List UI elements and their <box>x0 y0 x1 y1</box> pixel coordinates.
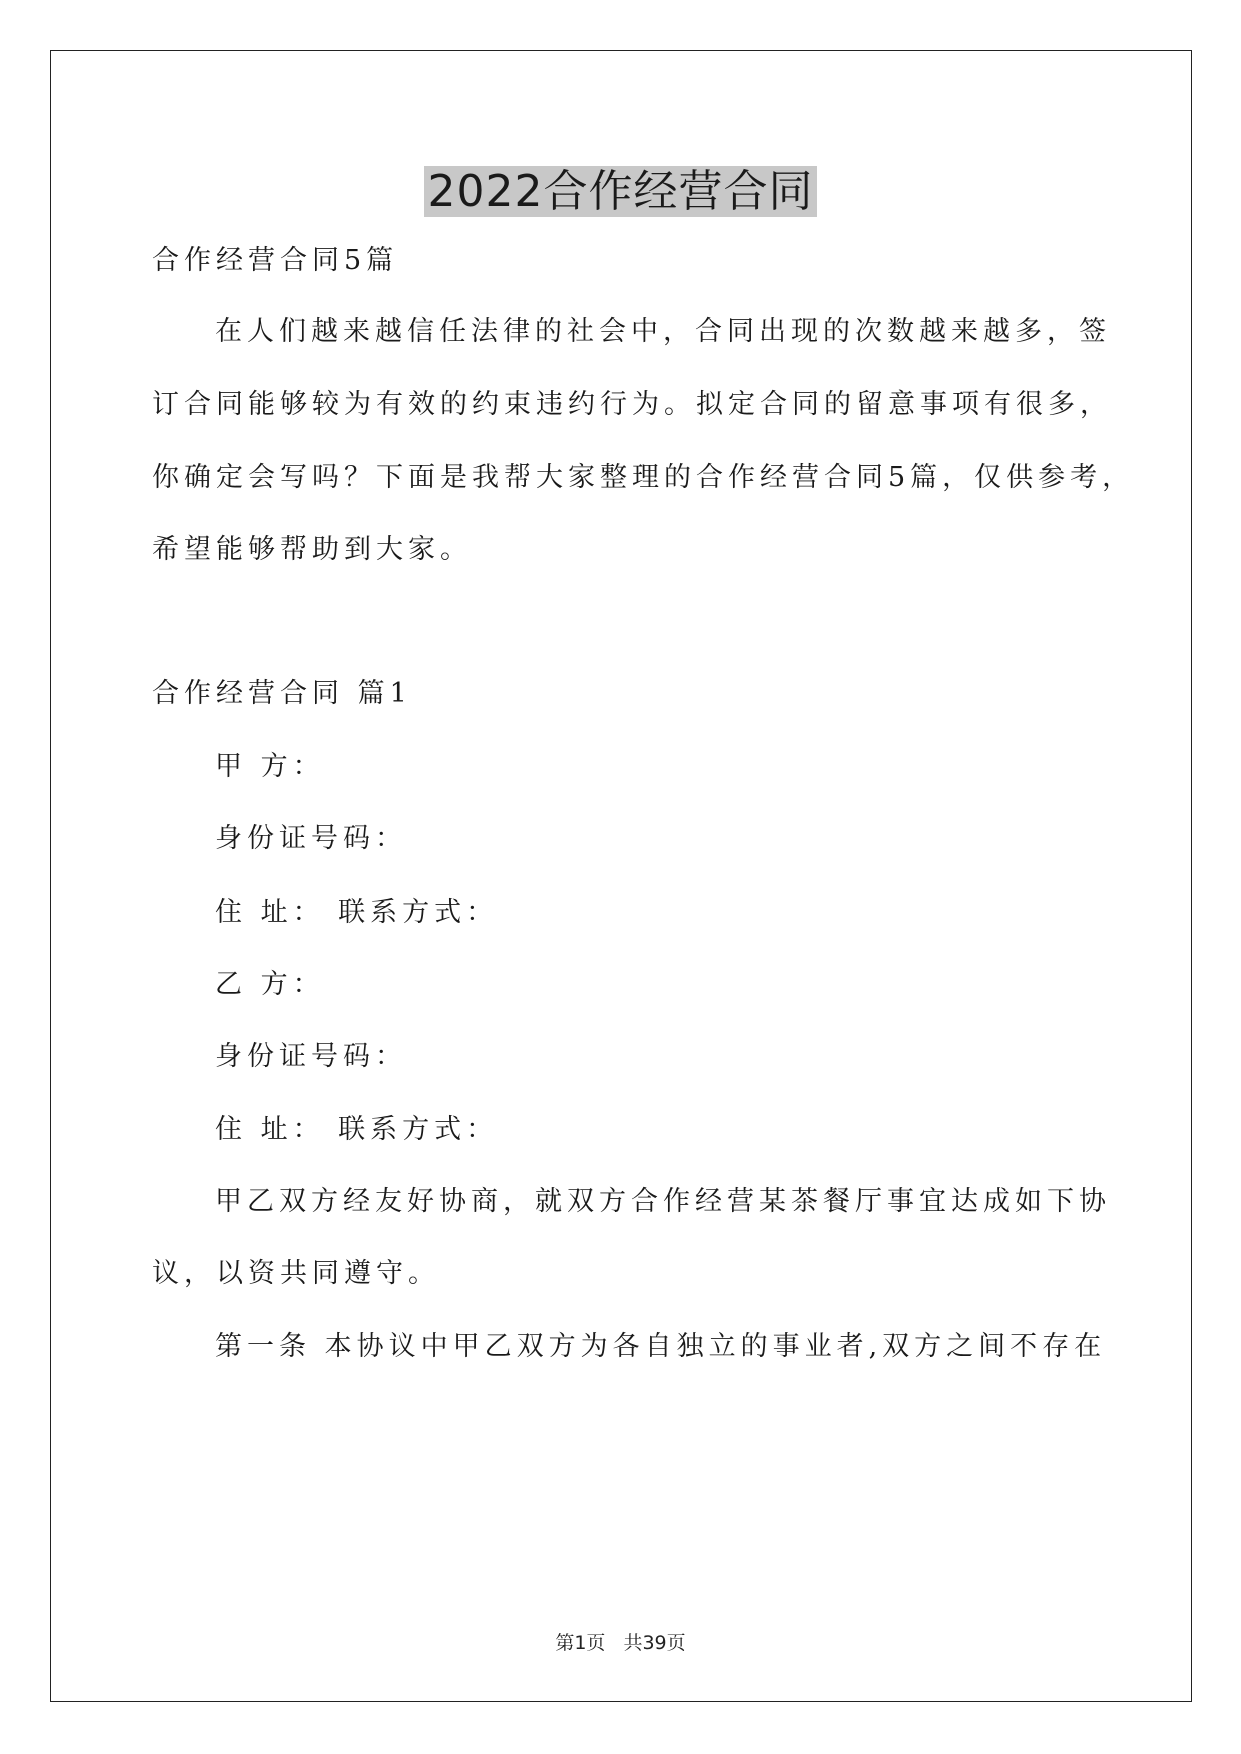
article-one: 第一条 本协议中甲乙双方为各自独立的事业者,双方之间不存在 <box>215 1331 1107 1362</box>
agreement-line: 甲乙双方经友好协商，就双方合作经营某茶餐厅事宜达成如下协 <box>215 1186 1111 1217</box>
current-page: 第1页 <box>555 1632 606 1654</box>
party-b-address-label: 住 址： 联系方式： <box>215 1114 499 1145</box>
intro-line: 在人们越来越信任法律的社会中，合同出现的次数越来越多，签 <box>215 316 1111 347</box>
page-footer <box>0 1628 1241 1655</box>
document-subtitle: 合作经营合同5篇 <box>152 245 399 276</box>
party-a-label: 甲 方： <box>215 751 325 782</box>
agreement-line: 议，以资共同遵守。 <box>152 1258 440 1289</box>
document-title-text: 2022合作经营合同 <box>424 166 818 217</box>
page-border <box>50 50 1192 1702</box>
intro-line: 你确定会写吗？下面是我帮大家整理的合作经营合同5篇，仅供参考， <box>152 462 1135 493</box>
party-b-label: 乙 方： <box>215 969 325 1000</box>
total-pages: 共39页 <box>623 1632 686 1654</box>
intro-line: 订合同能够较为有效的约束违约行为。拟定合同的留意事项有很多， <box>152 389 1112 420</box>
party-b-id-label: 身份证号码： <box>215 1041 407 1072</box>
party-a-id-label: 身份证号码： <box>215 823 407 854</box>
party-a-address-label: 住 址： 联系方式： <box>215 897 499 928</box>
section-heading: 合作经营合同 篇1 <box>152 678 412 709</box>
document-title <box>0 155 1241 219</box>
intro-line: 希望能够帮助到大家。 <box>152 534 472 565</box>
